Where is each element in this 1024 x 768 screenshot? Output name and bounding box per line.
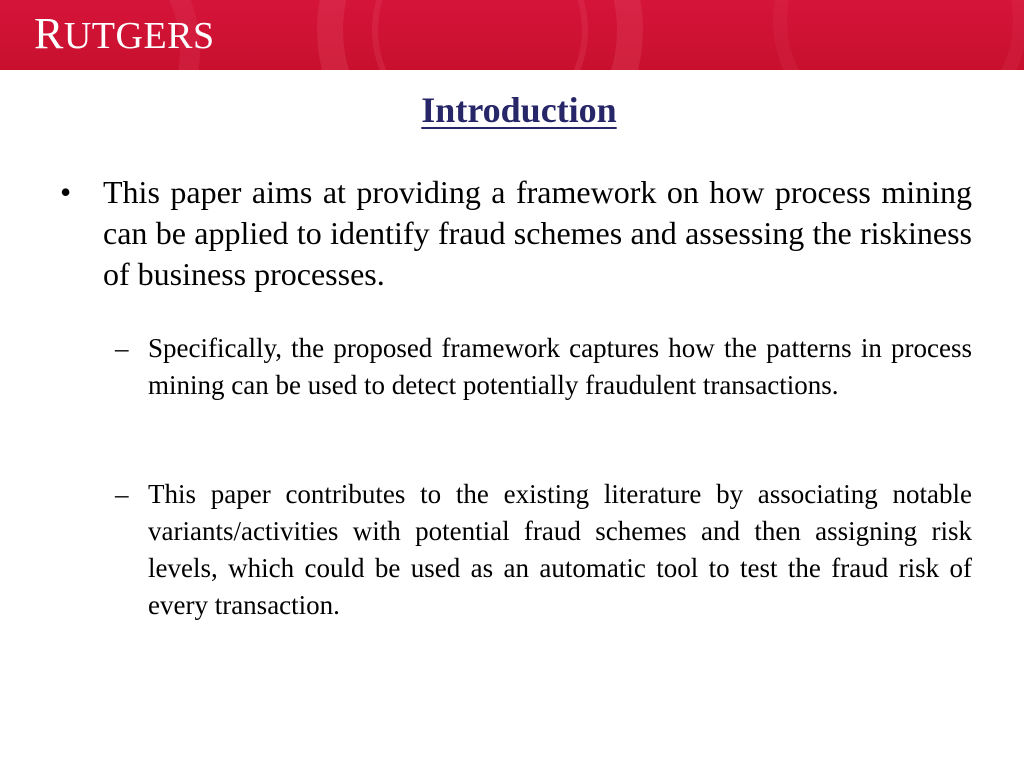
dash-marker-icon: – (115, 479, 129, 509)
sub-bullet-text: This paper contributes to the existing literature by associating notable variants/activities with potential fraud schemes and then assigning risk levels, which could be used as an automatic tool to test the fraud risk of every transaction. (148, 479, 972, 620)
sub-bullet-item (115, 476, 972, 624)
bullet-marker-icon: • (60, 174, 72, 210)
sub-bullet-text: Specifically, the proposed framework captures how the patterns in process mining can be used to detect potentially fraudulent transactions. (148, 333, 972, 400)
rutgers-logo: RUTGERS (34, 9, 215, 58)
sub-bullet-item (115, 330, 972, 404)
bullet-item (60, 172, 972, 295)
dash-marker-icon: – (115, 333, 129, 363)
header-bar (0, 0, 1024, 70)
bullet-text: This paper aims at providing a framework on how process mining can be applied to identify fraud schemes and assessing the riskiness of business processes. (103, 174, 972, 292)
slide-title: Introduction (421, 90, 617, 130)
